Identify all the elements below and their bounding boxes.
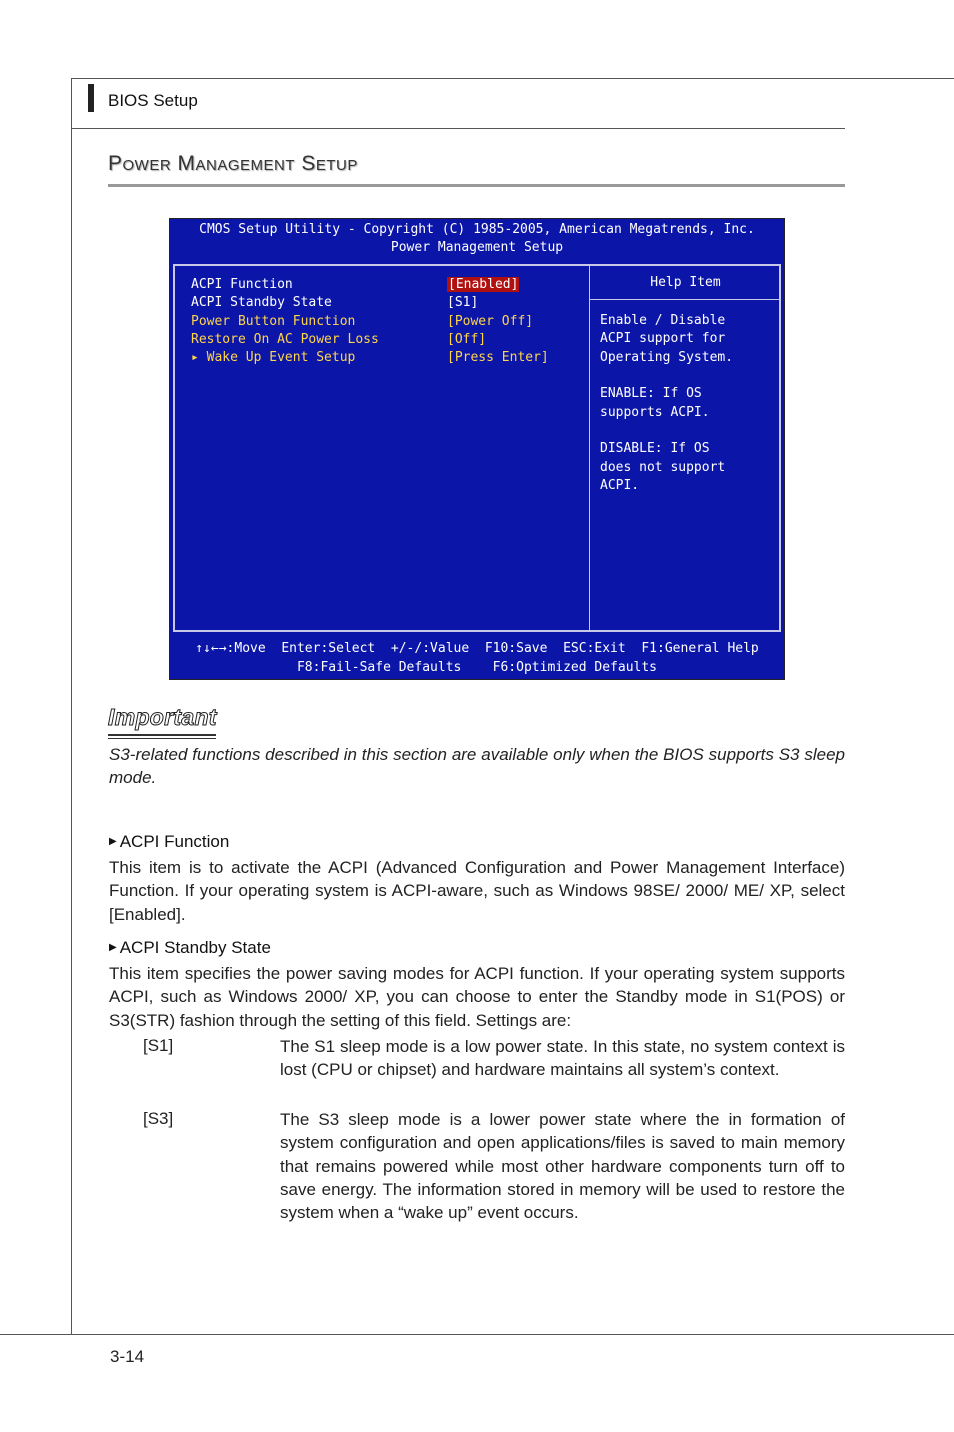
acpi-standby-description: This item specifies the power saving modes for ACPI function. If your operating system supports ACPI, such as Windows 2000/ XP, you can choose to enter the Standby mode in S1(POS) or S3(STR) fashion through the setting of this field. Settings are: (109, 964, 845, 1030)
bios-value-acpi-function[interactable]: [Enabled] (448, 277, 519, 292)
important-note: S3-related functions described in this section are available only when the BIOS supports S3 sleep mode. (109, 745, 845, 787)
bios-help-title: Help Item (590, 266, 781, 300)
page-frame-bottom (0, 1334, 954, 1335)
bullet-triangle-icon: ▶ (109, 836, 117, 847)
bios-copyright-line: CMOS Setup Utility - Copyright (C) 1985-2005, American Megatrends, Inc. (199, 222, 755, 237)
bios-item-wake-up-event-setup[interactable]: ▸ Wake Up Event Setup (191, 350, 356, 365)
page-number: 3-14 (110, 1347, 145, 1366)
bios-help-line: ACPI. (600, 478, 640, 493)
bios-help-line: DISABLE: If OS (600, 441, 710, 456)
bios-defaults-legend: F8:Fail-Safe Defaults F6:Optimized Defaults (296, 660, 658, 675)
running-header: BIOS Setup (108, 91, 198, 110)
important-underline (108, 738, 216, 739)
option-desc-s1: The S1 sleep mode is a low power state. In this state, no system context is lost (CPU or chipset) and hardware maintains all system’s context. (280, 1037, 845, 1080)
bios-help-line: ENABLE: If OS (600, 386, 702, 401)
acpi-function-heading (109, 832, 229, 852)
header-marker (88, 84, 94, 112)
bios-help-line: Enable / Disable (600, 313, 726, 328)
page-frame-top (71, 78, 954, 79)
bios-help-line: ACPI support for (600, 331, 726, 346)
bios-help-line: Operating System. (600, 350, 734, 365)
bullet-triangle-icon: ▶ (109, 942, 117, 953)
important-underline (108, 734, 216, 736)
acpi-standby-heading-label: ACPI Standby State (119, 938, 271, 957)
important-heading: Important (108, 704, 217, 730)
option-key-s1: [S1] (143, 1036, 174, 1055)
page-frame-left (71, 78, 72, 1335)
bios-value-wake-up-event-setup[interactable]: [Press Enter] (447, 350, 549, 365)
bios-item-acpi-standby-state[interactable]: ACPI Standby State (191, 295, 332, 310)
section-title: Power Management Setup (108, 152, 358, 175)
bios-screenshot (169, 218, 785, 680)
bios-panel-divider (589, 266, 590, 630)
bios-help-line: does not support (600, 460, 726, 475)
bios-help-line: supports ACPI. (600, 405, 710, 420)
bios-value-acpi-standby-state[interactable]: [S1] (447, 295, 479, 310)
acpi-standby-heading (109, 938, 271, 958)
bios-key-legend: ↑↓←→:Move Enter:Select +/-/:Value F10:Save ESC:Exit F1:General Help (195, 641, 759, 656)
bios-value-restore-on-ac-power-loss[interactable]: [Off] (447, 332, 487, 347)
option-key-s3: [S3] (143, 1109, 174, 1128)
bios-main-panel (173, 264, 781, 632)
header-divider (72, 128, 845, 129)
bios-item-restore-on-ac-power-loss[interactable]: Restore On AC Power Loss (191, 332, 379, 347)
bios-item-acpi-function[interactable]: ACPI Function (191, 277, 293, 292)
option-desc-s3: The S3 sleep mode is a lower power state where the in formation of system configuration and open applications/files is saved to main memory that remains powered while most other hardware components turn off to save energy. The information stored in memory will be used to restore the system when a “wake up” event occurs. (280, 1110, 845, 1223)
bios-item-power-button-function[interactable]: Power Button Function (191, 314, 356, 329)
bios-screen-title: Power Management Setup (390, 240, 564, 255)
acpi-function-heading-label: ACPI Function (119, 832, 230, 851)
acpi-function-description: This item is to activate the ACPI (Advanced Configuration and Power Management Interface) Function. If your operating system is ACPI-aware, such as Windows 98SE/ 2000/ ME/ XP, select [Enabled]. (109, 858, 845, 924)
section-title-underline (108, 184, 845, 187)
bios-value-power-button-function[interactable]: [Power Off] (447, 314, 534, 329)
